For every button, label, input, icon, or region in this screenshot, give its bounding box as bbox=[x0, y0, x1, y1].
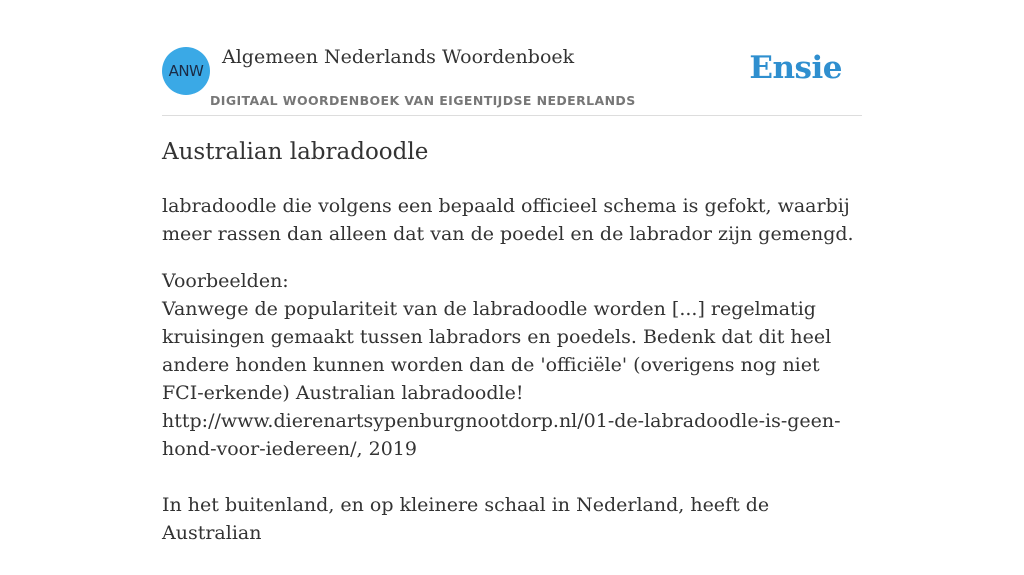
examples-section bbox=[162, 267, 862, 575]
ensie-logo[interactable]: Ensie bbox=[749, 50, 842, 86]
entry-title: Australian labradoodle bbox=[162, 139, 429, 165]
entry-definition: labradoodle die volgens een bepaald officieel schema is gefokt, waarbij meer rassen dan alleen dat van de poedel en de labrador zijn gemengd. bbox=[162, 195, 854, 245]
anw-logo[interactable]: ANW bbox=[162, 47, 210, 95]
example-text: Vanwege de populariteit van de labradoodle worden [...] regelmatig kruisingen gemaakt tussen labradors en poedels. Bedenk dat dit heel andere honden kunnen worden dan de 'officiële' (overigens nog niet FCI-erkende) Australian labradoodle! bbox=[162, 298, 832, 404]
example-text: In het buitenland, en op kleinere schaal in Nederland, heeft de Australian bbox=[162, 494, 770, 544]
example-item bbox=[162, 491, 862, 547]
examples-label: Voorbeelden: bbox=[162, 270, 289, 292]
page bbox=[162, 0, 862, 544]
example-source: http://www.dierenartsypenburgnootdorp.nl/01-de-labradoodle-is-geen-hond-voor-iedereen/, 2019 bbox=[162, 410, 841, 460]
site-subtitle: DIGITAAL WOORDENBOEK VAN EIGENTIJDSE NEDERLANDS bbox=[210, 93, 636, 108]
site-title[interactable]: Algemeen Nederlands Woordenboek bbox=[222, 46, 575, 68]
example-item bbox=[162, 295, 862, 463]
site-header bbox=[162, 0, 862, 116]
